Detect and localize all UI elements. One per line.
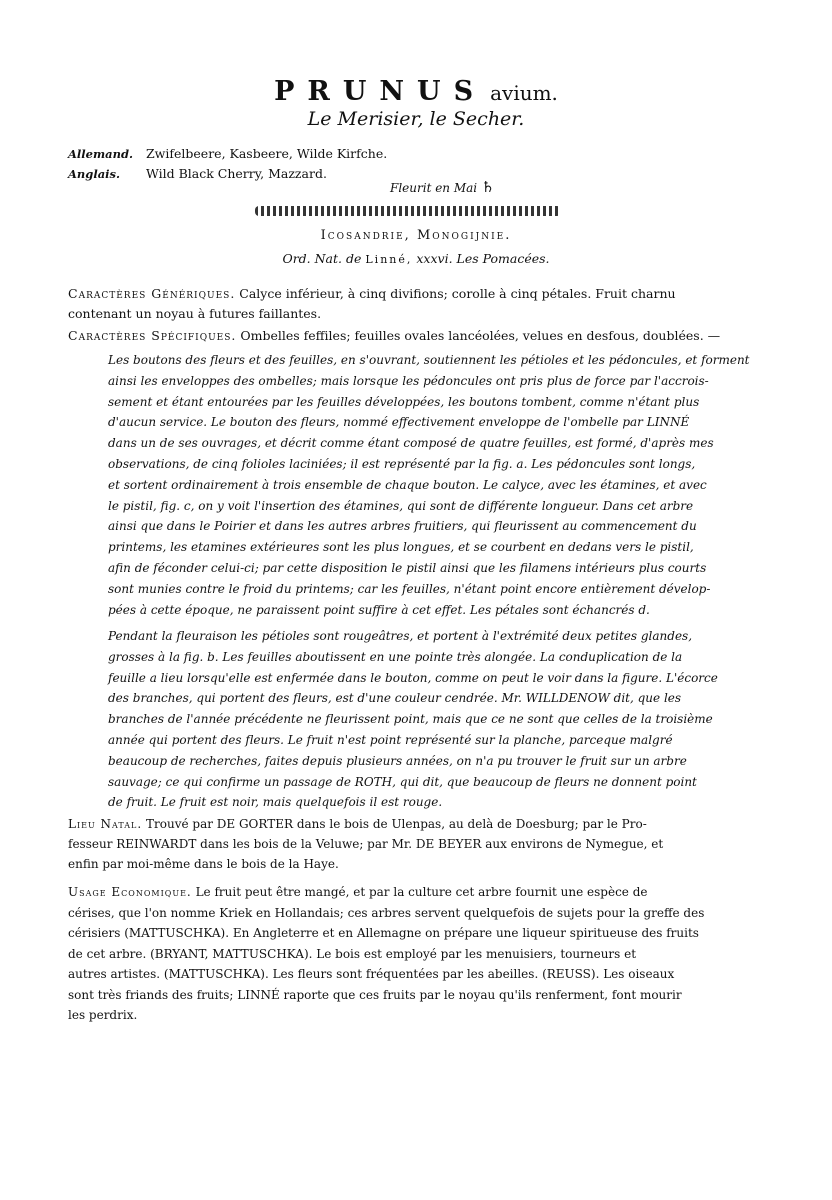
order-prefix: Ord. Nat. de — [282, 251, 362, 266]
text-line: printems, les etamines extérieures sont les plus longues, et se courbent en dedans vers le pistil, — [108, 540, 694, 555]
text-line: de cet arbre. (BRYANT, MATTUSCHKA). Le bois est employé par les menuisiers, tourneurs et — [68, 946, 637, 961]
text-line: afin de féconder celui-ci; par cette disposition le pistil ainsi que les filamens intérieurs plus courts — [108, 560, 707, 575]
text-line: Le fruit peut être mangé, et par la culture cet arbre fournit une espèce de — [195, 885, 648, 899]
text-line: les perdrix. — [68, 1008, 138, 1022]
flowering-text: Fleurit en Mai — [390, 181, 478, 195]
text-line: ainsi les enveloppes des ombelles; mais lorsque les pédoncules ont pris plus de force par l'accrois- — [108, 373, 709, 388]
text-line: sont munies contre le froid du printems; car les feuilles, n'étant point encore entièrement dévelop- — [108, 581, 711, 596]
page-title — [0, 76, 832, 107]
text-line: cérises, que l'on nomme Kriek en Hollandais; ces arbres servent quelquefois de sujets pour la greffe des — [68, 905, 705, 920]
text-line: enfin par moi-même dans le bois de la Haye. — [68, 857, 339, 871]
text-line: grosses à la fig. b. Les feuilles aboutissent en une pointe très alongée. La conduplication de la — [108, 649, 683, 664]
text-line: ainsi que dans le Poirier et dans les autres arbres fruitiers, qui fleurissent au commencement du — [108, 519, 697, 534]
specific-text: Ombelles feffiles; feuilles ovales lancéolées, velues en desfous, doublées. — — [240, 328, 721, 343]
language-row-german — [68, 146, 387, 161]
text-line: des branches, qui portent des fleurs, est d'une couleur cendrée. Mr. WILLDENOW dit, que les — [108, 691, 682, 706]
language-row-english — [68, 166, 327, 181]
text-line: de fruit. Le fruit est noir, mais quelquefois il est rouge. — [108, 795, 443, 810]
section-label: Lieu Natal. — [68, 817, 143, 831]
natural-order — [0, 251, 832, 266]
text-line: d'aucun service. Le bouton des fleurs, nommé effectivement enveloppe de l'ombelle par LINNÉ — [108, 415, 690, 430]
section-label: Caractères Spécifiques. — [68, 328, 237, 343]
text-line: fesseur REINWARDT dans les bois de la Veluwe; par Mr. DE BEYER aux environs de Nymegue, et — [68, 837, 664, 851]
flowering-notes-paragraph — [108, 626, 780, 813]
language-label: Anglais. — [68, 167, 120, 181]
language-names: Wild Black Cherry, Mazzard. — [146, 166, 327, 181]
language-names: Zwifelbeere, Kasbeere, Wilde Kirfche. — [146, 146, 388, 161]
generic-text-line2: contenant un noyau à futures faillantes. — [68, 306, 322, 321]
section-label: Caractères Génériques. — [68, 286, 236, 301]
ornamental-divider — [255, 206, 561, 216]
text-line: branches de l'année précédente ne fleurissent point, mais que ce ne sont que celles de la troisième — [108, 712, 713, 727]
text-line: année qui portent des fleurs. Le fruit n'est point représenté sur la planche, parceque malgré — [108, 732, 673, 747]
generic-text-line1: Calyce inférieur, à cinq divifions; corolle à cinq pétales. Fruit charnu — [239, 286, 676, 301]
text-line: autres artistes. (MATTUSCHKA). Les fleurs sont fréquentées par les abeilles. (REUSS). Les oiseaux — [68, 967, 675, 981]
text-line: Trouvé par DE GORTER dans le bois de Ulenpas, au delà de Doesburg; par le Pro- — [146, 817, 647, 831]
text-line: feuille a lieu lorsqu'elle est enfermée dans le bouton, comme on peut le voir dans la figure. L'écorce — [108, 670, 718, 685]
common-names: Le Merisier, le Secher. — [307, 108, 525, 130]
text-line: observations, de cinq folioles laciniées; il est représenté par la fig. a. Les pédoncules sont longs, — [108, 456, 696, 471]
generic-characters — [68, 284, 768, 324]
habitat-section — [68, 814, 788, 874]
economic-use-section — [68, 882, 788, 1026]
language-label: Allemand. — [68, 147, 134, 161]
description-paragraph — [108, 350, 780, 620]
saturn-icon: ♄ — [481, 178, 495, 196]
text-line: dans un de ses ouvrages, et décrit comme étant composé de quatre feuilles, est formé, d'après mes — [108, 436, 714, 451]
text-line: et sortent ordinairement à trois ensemble de chaque bouton. Le calyce, avec les étamines, et avec — [108, 477, 707, 492]
order-suffix: xxxvi. Les Pomacées. — [416, 251, 550, 266]
species-name: avium. — [490, 81, 558, 105]
text-line: Les boutons des fleurs et des feuilles, en s'ouvrant, soutiennent les pétioles et les pédoncules, et forment — [108, 353, 750, 367]
text-line: le pistil, fig. c, on y voit l'insertion des étamines, qui sont de différente longueur. Dans cet arbre — [108, 498, 694, 513]
text-line: sement et étant entourées par les feuilles développées, les boutons tombent, comme n'étant plus — [108, 394, 700, 409]
text-line: sauvage; ce qui confirme un passage de ROTH, qui dit, que beaucoup de fleurs ne donnent point — [108, 774, 697, 789]
genus-name: PRUNUS — [274, 76, 487, 107]
text-line: cérisiers (MATTUSCHKA). En Angleterre et en Allemagne on prépare une liqueur spiritueuse des fruits — [68, 926, 699, 940]
text-line: pées à cette époque, ne paraissent point suffire à cet effet. Les pétales sont échancrés d. — [108, 602, 650, 617]
text-line: sont très friands des fruits; LINNÉ raporte que ces fruits par le noyau qu'ils renferment, font mourir — [68, 987, 682, 1002]
linnaean-class: Icosandrie, Monogijnie. — [320, 228, 512, 243]
section-label: Usage Economique. — [68, 885, 192, 899]
text-line: beaucoup de recherches, faites depuis plusieurs années, on n'a pu trouver le fruit sur un arbre — [108, 753, 687, 768]
flowering-time — [390, 178, 495, 196]
order-author: Linné, — [365, 253, 413, 266]
text-line: Pendant la fleuraison les pétioles sont rougeâtres, et portent à l'extrémité deux petites glandes, — [108, 629, 693, 643]
specific-characters — [68, 326, 788, 346]
